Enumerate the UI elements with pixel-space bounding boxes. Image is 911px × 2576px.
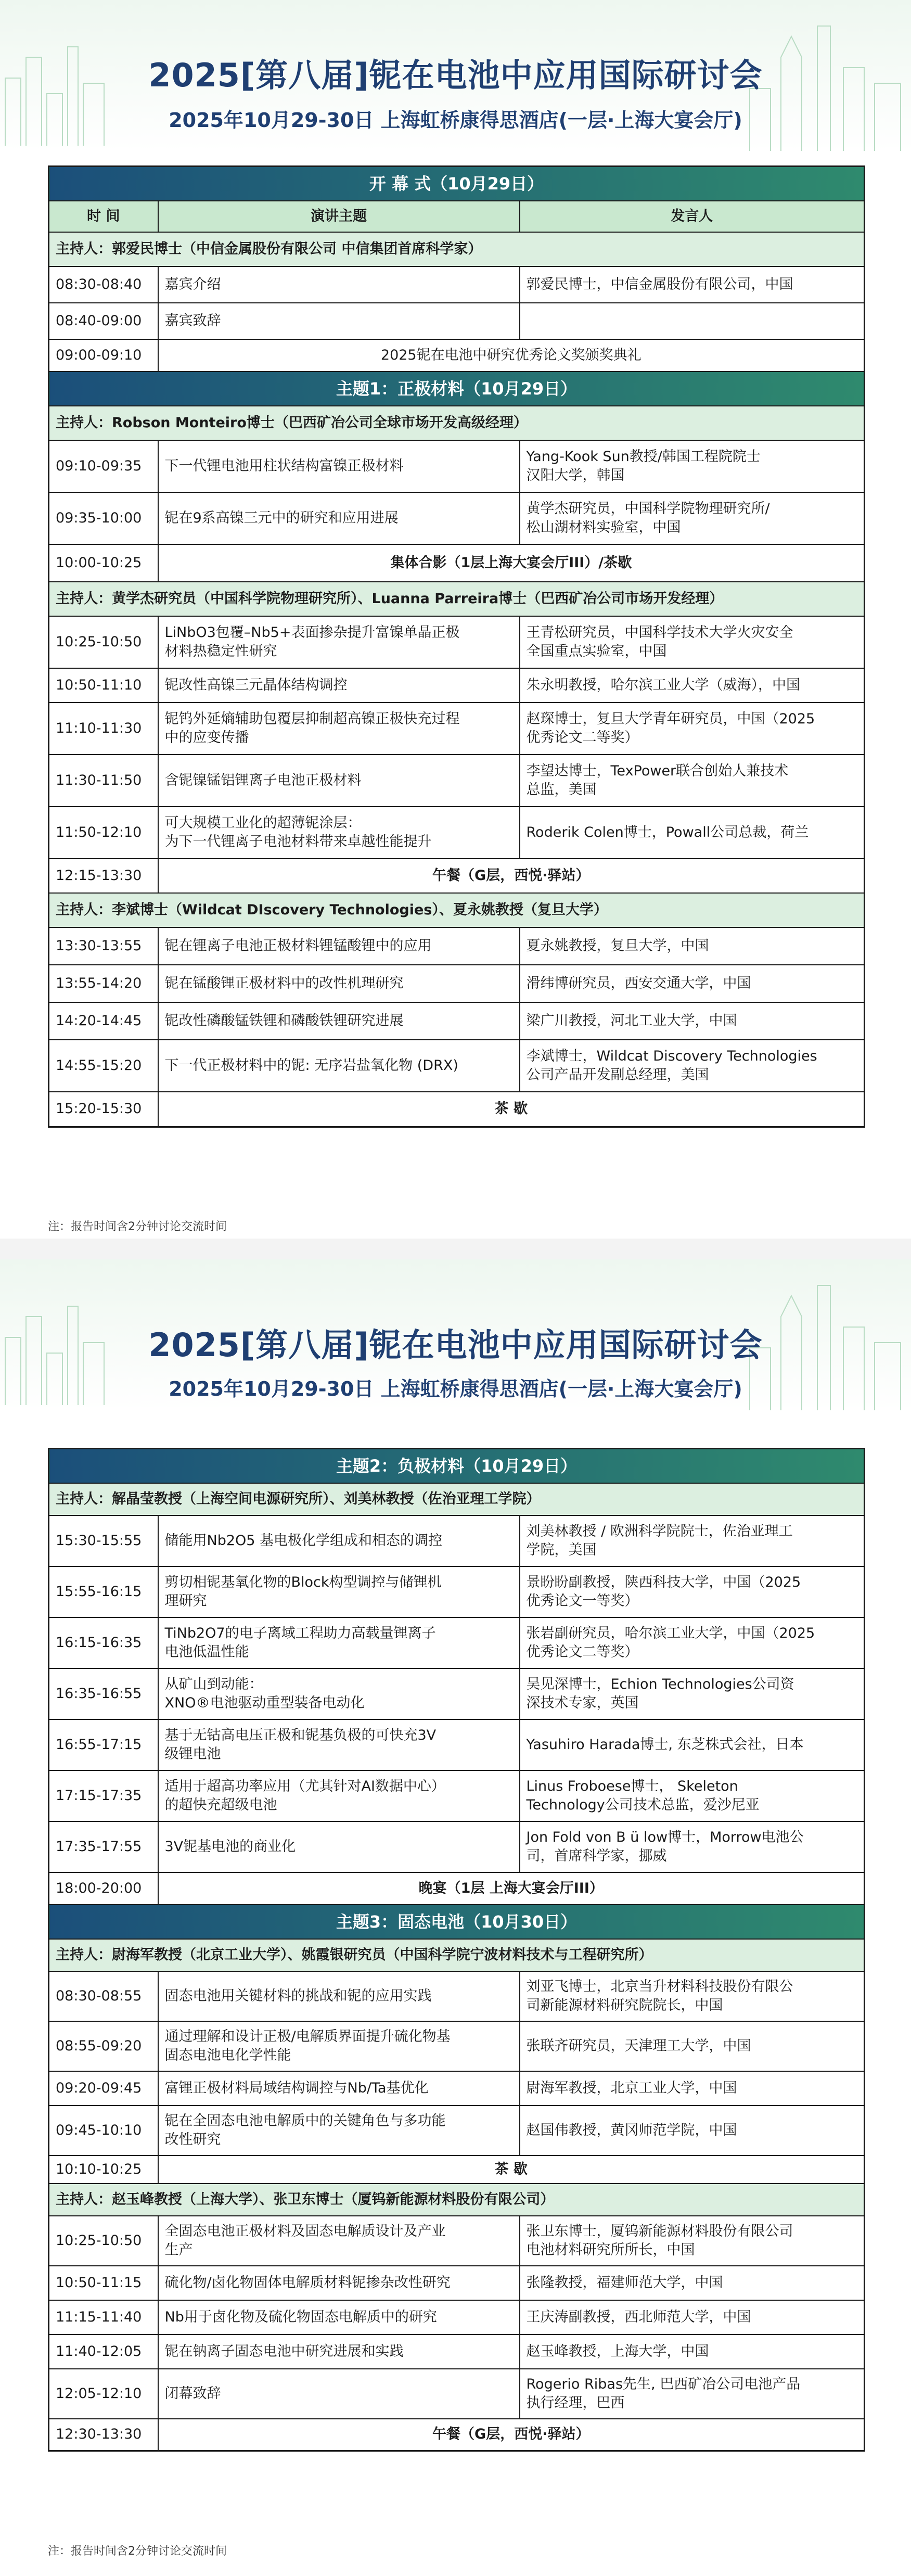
topic-cell: 3V铌基电池的商业化 [158,1821,520,1872]
time-cell: 11:10-11:30 [49,703,158,755]
time-cell: 16:55-17:15 [49,1719,158,1770]
table-row [49,1515,865,1566]
speaker-cell: Roderik Colen博士，Powall公司总裁，荷兰 [520,807,865,859]
time-cell: 11:30-11:50 [49,755,158,807]
time-cell: 10:25-10:50 [49,616,158,668]
table-row [49,544,865,582]
lunch-cell: 午餐（G层，西悦·驿站） [158,859,865,893]
time-cell: 13:30-13:55 [49,927,158,965]
speaker-cell: 夏永姚教授，复旦大学，中国 [520,927,865,965]
table-row [49,339,865,372]
table-row [49,1566,865,1617]
time-cell: 14:55-15:20 [49,1040,158,1092]
speaker-cell: 朱永明教授，哈尔滨工业大学（威海），中国 [520,668,865,703]
host-row: 主持人：赵玉峰教授（上海大学）、张卫东博士（厦钨新能源材料股份有限公司） [49,2184,865,2216]
time-cell: 08:30-08:40 [49,266,158,303]
time-cell: 09:45-10:10 [49,2106,158,2156]
speaker-cell: 李望达博士，TexPower联合创始人兼技术 总监，美国 [520,755,865,807]
speaker-cell: Jon Fold von B ü low博士，Morrow电池公 司，首席科学家，挪威 [520,1821,865,1872]
table-row [49,303,865,339]
dinner-cell: 晚宴（1层 上海大宴会厅III） [158,1872,865,1905]
time-cell: 08:30-08:55 [49,1971,158,2021]
topic-cell: 储能用Nb2O5 基电极化学组成和相态的调控 [158,1515,520,1566]
speaker-cell: 张联齐研究员，天津理工大学，中国 [520,2021,865,2071]
table-row [49,1002,865,1040]
time-cell: 14:20-14:45 [49,1002,158,1040]
table-row [49,266,865,303]
topic-cell: LiNbO3包覆–Nb5+表面掺杂提升富镍单晶正极 材料热稳定性研究 [158,616,520,668]
speaker-cell: 梁广川教授，河北工业大学，中国 [520,1002,865,1040]
topic-cell: 固态电池用关键材料的挑战和铌的应用实践 [158,1971,520,2021]
time-cell: 10:25-10:50 [49,2216,158,2266]
speaker-cell: Yasuhiro Harada博士, 东芝株式会社，日本 [520,1719,865,1770]
break-cell: 集体合影（1层上海大宴会厅III）/茶歇 [158,544,865,582]
section-banner-theme1: 主题1：正极材料（10月29日） [49,372,865,406]
host-row: 主持人：郭爱民博士（中信金属股份有限公司 中信集团首席科学家） [49,232,865,266]
table-row [49,1040,865,1092]
speaker-cell: 赵玉峰教授，上海大学，中国 [520,2335,865,2369]
footnote: 注：报告时间含2分钟讨论交流时间 [48,2545,227,2558]
speaker-cell [520,303,865,339]
time-cell: 09:35-10:00 [49,492,158,544]
time-cell: 16:35-16:55 [49,1668,158,1719]
speaker-cell: 赵国伟教授，黄冈师范学院，中国 [520,2106,865,2156]
time-cell: 17:35-17:55 [49,1821,158,1872]
time-cell: 12:15-13:30 [49,859,158,893]
time-cell: 10:50-11:10 [49,668,158,703]
time-cell: 11:40-12:05 [49,2335,158,2369]
table-row [49,965,865,1002]
table-row [49,2021,865,2071]
host-row: 主持人：黄学杰研究员（中国科学院物理研究所）、Luanna Parreira博士（巴西矿冶公司市场开发经理） [49,582,865,616]
table-row [49,1770,865,1821]
page-subtitle: 2025年10月29-30日 上海虹桥康得思酒店(一层·上海大宴会厅) [169,1378,742,1400]
page-separator [0,1239,911,1259]
table-row [49,859,865,893]
award-ceremony-cell: 2025铌在电池中研究优秀论文奖颁奖典礼 [158,339,865,372]
speaker-cell: 景盼盼副教授，陕西科技大学，中国（2025 优秀论文一等奖） [520,1566,865,1617]
topic-cell: 铌改性磷酸锰铁锂和磷酸铁锂研究进展 [158,1002,520,1040]
time-cell: 18:00-20:00 [49,1872,158,1905]
time-cell: 12:30-13:30 [49,2419,158,2451]
speaker-cell: 王庆涛副教授，西北师范大学，中国 [520,2300,865,2335]
speaker-cell: 张卫东博士，厦钨新能源材料股份有限公司 电池材料研究所所长，中国 [520,2216,865,2266]
time-cell: 10:00-10:25 [49,544,158,582]
speaker-cell: 赵琛博士，复旦大学青年研究员，中国（2025 优秀论文二等奖） [520,703,865,755]
agenda-page-2 [0,1259,911,2576]
time-cell: 11:15-11:40 [49,2300,158,2335]
time-cell: 09:20-09:45 [49,2071,158,2106]
host-row: 主持人：李斌博士（Wildcat DIscovery Technologies）、夏永姚教授（复旦大学） [49,893,865,927]
table-row [49,2300,865,2335]
table-row [49,1092,865,1127]
topic-cell: 铌在钠离子固态电池中研究进展和实践 [158,2335,520,2369]
lunch-cell: 午餐（G层，西悦·驿站） [158,2419,865,2451]
topic-cell: 基于无钴高电压正极和铌基负极的可快充3V 级锂电池 [158,1719,520,1770]
host-row: 主持人：Robson Monteiro博士（巴西矿冶公司全球市场开发高级经理） [49,406,865,440]
topic-cell: 铌钨外延熵辅助包覆层抑制超高镍正极快充过程 中的应变传播 [158,703,520,755]
topic-cell: 铌在锂离子电池正极材料锂锰酸锂中的应用 [158,927,520,965]
time-cell: 09:00-09:10 [49,339,158,372]
table-row [49,1971,865,2021]
speaker-cell: Yang-Kook Sun教授/韩国工程院院士 汉阳大学，韩国 [520,440,865,492]
time-cell: 10:50-11:15 [49,2266,158,2300]
table-row [49,1821,865,1872]
table-row [49,440,865,492]
time-cell: 13:55-14:20 [49,965,158,1002]
topic-cell: 适用于超高功率应用（尤其针对AI数据中心） 的超快充超级电池 [158,1770,520,1821]
topic-cell: 嘉宾介绍 [158,266,520,303]
topic-cell: 下一代正极材料中的铌: 无序岩盐氧化物 (DRX) [158,1040,520,1092]
column-header-speaker: 发言人 [520,201,865,232]
speaker-cell: Linus Froboese博士， Skeleton Technology公司技术总监，爱沙尼亚 [520,1770,865,1821]
section-banner-theme2: 主题2：负极材料（10月29日） [49,1449,865,1483]
section-banner-theme3: 主题3：固态电池（10月30日） [49,1905,865,1939]
time-cell: 08:40-09:00 [49,303,158,339]
table-row [49,1872,865,1905]
speaker-cell: 李斌博士，Wildcat Discovery Technologies 公司产品开发副总经理，美国 [520,1040,865,1092]
speaker-cell: 滑纬博研究员，西安交通大学，中国 [520,965,865,1002]
agenda-page-1 [0,0,911,1259]
time-cell: 12:05-12:10 [49,2369,158,2419]
table-row [49,2106,865,2156]
section-banner-opening: 开 幕 式（10月29日） [49,167,865,201]
table-row [49,2335,865,2369]
speaker-cell: 刘美林教授 / 欧洲科学院院士，佐治亚理工 学院，美国 [520,1515,865,1566]
table-row [49,1617,865,1668]
topic-cell: 从矿山到动能： XNO®电池驱动重型装备电动化 [158,1668,520,1719]
topic-cell: 富锂正极材料局域结构调控与Nb/Ta基优化 [158,2071,520,2106]
topic-cell: 铌在9系高镍三元中的研究和应用进展 [158,492,520,544]
page-title: 2025[第八届]铌在电池中应用国际研讨会 [148,56,763,94]
table-row [49,2419,865,2451]
speaker-cell: 尉海军教授，北京工业大学，中国 [520,2071,865,2106]
table-row [49,668,865,703]
topic-cell: 闭幕致辞 [158,2369,520,2419]
table-row [49,2369,865,2419]
topic-cell: 含铌镍锰铝锂离子电池正极材料 [158,755,520,807]
time-cell: 17:15-17:35 [49,1770,158,1821]
table-row [49,2216,865,2266]
topic-cell: 下一代锂电池用柱状结构富镍正极材料 [158,440,520,492]
time-cell: 11:50-12:10 [49,807,158,859]
table-row [49,492,865,544]
column-header-time: 时 间 [49,201,158,232]
table-row [49,2156,865,2184]
tea-break-cell: 茶 歇 [158,1092,865,1127]
topic-cell: 铌在全固态电池电解质中的关键角色与多功能 改性研究 [158,2106,520,2156]
time-cell: 15:55-16:15 [49,1566,158,1617]
topic-cell: 硫化物/卤化物固体电解质材料铌掺杂改性研究 [158,2266,520,2300]
table-row [49,616,865,668]
table-row [49,1668,865,1719]
table-row [49,927,865,965]
topic-cell: Nb用于卤化物及硫化物固态电解质中的研究 [158,2300,520,2335]
host-row: 主持人：尉海军教授（北京工业大学）、姚霞银研究员（中国科学院宁波材料技术与工程研究所） [49,1939,865,1971]
time-cell: 15:30-15:55 [49,1515,158,1566]
topic-cell: 全固态电池正极材料及固态电解质设计及产业 生产 [158,2216,520,2266]
topic-cell: TiNb2O7的电子离域工程助力高载量锂离子 电池低温性能 [158,1617,520,1668]
host-row: 主持人：解晶莹教授（上海空间电源研究所）、刘美林教授（佐治亚理工学院） [49,1483,865,1515]
topic-cell: 剪切相铌基氧化物的Block构型调控与储锂机 理研究 [158,1566,520,1617]
column-header-topic: 演讲主题 [158,201,520,232]
speaker-cell: 王青松研究员，中国科学技术大学火灾安全 全国重点实验室，中国 [520,616,865,668]
time-cell: 09:10-09:35 [49,440,158,492]
time-cell: 16:15-16:35 [49,1617,158,1668]
time-cell: 10:10-10:25 [49,2156,158,2184]
page-subtitle: 2025年10月29-30日 上海虹桥康得思酒店(一层·上海大宴会厅) [169,109,742,132]
speaker-cell: 刘亚飞博士，北京当升材料科技股份有限公 司新能源材料研究院院长，中国 [520,1971,865,2021]
speaker-cell: 黄学杰研究员，中国科学院物理研究所/ 松山湖材料实验室，中国 [520,492,865,544]
table-row [49,2071,865,2106]
speaker-cell: 张岩副研究员，哈尔滨工业大学，中国（2025 优秀论文二等奖） [520,1617,865,1668]
page-title: 2025[第八届]铌在电池中应用国际研讨会 [148,1326,763,1364]
footnote: 注：报告时间含2分钟讨论交流时间 [48,1220,227,1233]
time-cell: 15:20-15:30 [49,1092,158,1127]
table-row [49,703,865,755]
table-row [49,1719,865,1770]
tea-break-cell: 茶 歇 [158,2156,865,2184]
speaker-cell: 吴见深博士，Echion Technologies公司资 深技术专家，英国 [520,1668,865,1719]
topic-cell: 嘉宾致辞 [158,303,520,339]
speaker-cell: Rogerio Ribas先生, 巴西矿冶公司电池产品 执行经理，巴西 [520,2369,865,2419]
table-row [49,755,865,807]
table-row [49,2266,865,2300]
time-cell: 08:55-09:20 [49,2021,158,2071]
topic-cell: 铌在锰酸锂正极材料中的改性机理研究 [158,965,520,1002]
table-row [49,807,865,859]
topic-cell: 铌改性高镍三元晶体结构调控 [158,668,520,703]
topic-cell: 通过理解和设计正极/电解质界面提升硫化物基 固态电池电化学性能 [158,2021,520,2071]
schedule-table-day2 [48,1448,865,2452]
speaker-cell: 郭爱民博士，中信金属股份有限公司，中国 [520,266,865,303]
topic-cell: 可大规模工业化的超薄铌涂层： 为下一代锂离子电池材料带来卓越性能提升 [158,807,520,859]
schedule-table-day1 [48,165,865,1128]
speaker-cell: 张隆教授，福建师范大学，中国 [520,2266,865,2300]
